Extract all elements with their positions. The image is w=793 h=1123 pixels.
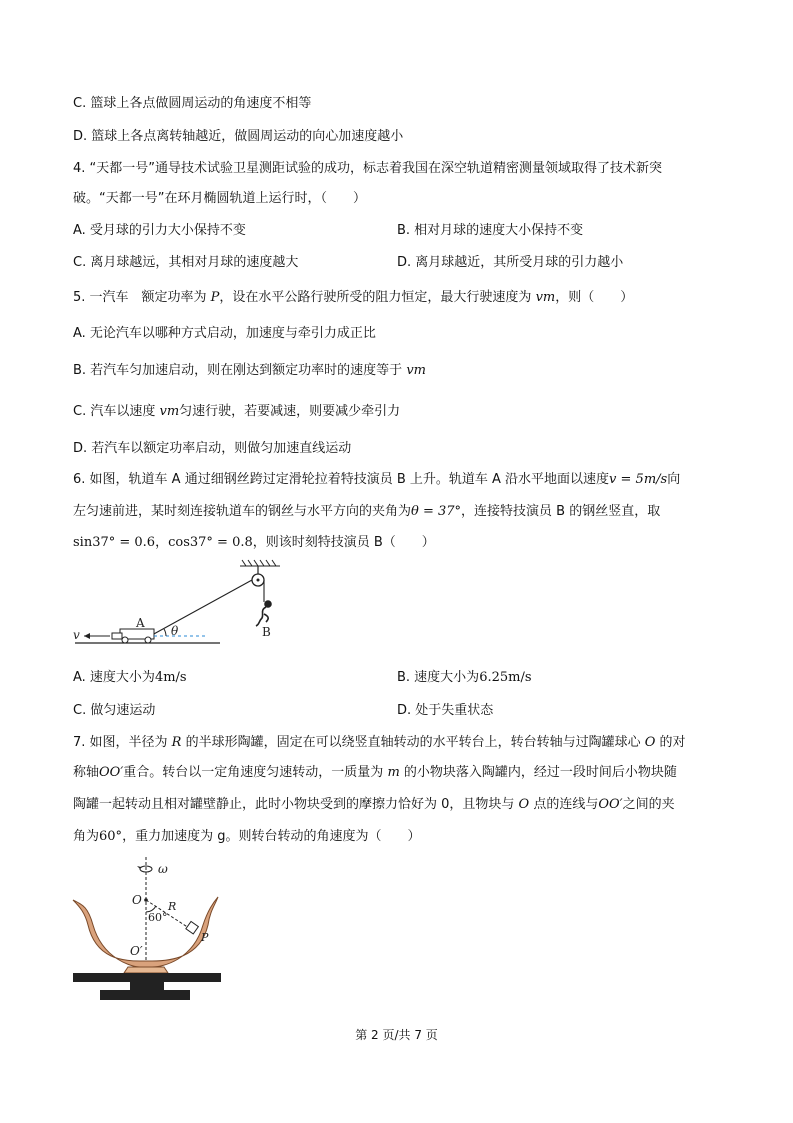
symbol-vm: vm	[535, 290, 556, 305]
q6-stem-line2: 左匀速前进，某时刻连接轨道车的钢丝与水平方向的夹角为θ = 37°，连接特技演员 B 的钢丝竖直，取	[73, 504, 661, 519]
speed-value: v = 5m/s	[609, 472, 668, 487]
q7-stem-line3: 陶罐一起转动且相对罐壁静止，此时小物块受到的摩擦力恰好为 0，且物块与 O 点的连线与OO′之间的夹	[73, 797, 675, 812]
label-A: A	[136, 616, 145, 630]
q5-option-a: A. 无论汽车以哪种方式启动，加速度与牵引力成正比	[73, 326, 376, 341]
ceiling-hatch	[240, 560, 280, 566]
q7-stem-line2: 称轴OO′重合。转台以一定角速度匀速转动，一质量为 m 的小物块落入陶罐内，经过一段时间后小物块随	[73, 765, 677, 780]
q6-stem-line1: 6. 如图，轨道车 A 通过细钢丝跨过定滑轮拉着特技演员 B 上升。轨道车 A 沿水平地面以速度v = 5m/s向	[73, 472, 681, 487]
q5-stem: 5. 一汽车 额定功率为 P，设在水平公路行驶所受的阻力恒定，最大行驶速度为 vm，则（ ）	[73, 290, 634, 305]
q4-option-a: A. 受月球的引力大小保持不变	[73, 223, 246, 238]
symbol-P: P	[210, 290, 220, 305]
q6-option-b: B. 速度大小为6.25m/s	[397, 670, 532, 685]
q4-stem-line1: 4. “天都一号”通导技术试验卫星测距试验的成功，标志着我国在深空轨道精密测量领域取得了技术新突	[73, 161, 663, 176]
sin-value: sin37° = 0.6	[73, 535, 156, 550]
block-P	[186, 921, 199, 934]
symbol-vm: vm	[159, 404, 180, 419]
label-O-prime: O′	[130, 944, 143, 958]
q6-figure	[70, 558, 330, 662]
q6-stem-line3: sin37° = 0.6，cos37° = 0.8，则该时刻特技演员 B（ ）	[73, 535, 435, 550]
page-footer: 第 2 页/共 7 页	[355, 1028, 438, 1042]
q5-option-c: C. 汽车以速度 vm匀速行驶，若要减速，则要减少牵引力	[73, 404, 401, 419]
q7-stem-line4: 角为60°，重力加速度为 g。则转台转动的角速度为（ ）	[73, 829, 421, 844]
cos-value: cos37° = 0.8	[168, 535, 253, 550]
performer-figure	[256, 601, 271, 626]
q4-option-d: D. 离月球越近，其所受月球的引力越小	[397, 255, 624, 270]
label-P: P	[201, 931, 209, 944]
q7-figure	[68, 855, 228, 1010]
q6-option-c: C. 做匀速运动	[73, 703, 156, 718]
label-omega: ω	[158, 862, 168, 876]
q3-option-c: C. 篮球上各点做圆周运动的角速度不相等	[73, 96, 312, 111]
wire-to-car	[152, 580, 252, 635]
label-theta: θ	[171, 624, 179, 638]
q7-stem-line1: 7. 如图，半径为 R 的半球形陶罐，固定在可以绕竖直轴转动的水平转台上，转台转轴与过陶罐球心 O 的对	[73, 735, 686, 750]
q5-option-d: D. 若汽车以额定功率启动，则做匀加速直线运动	[73, 441, 352, 456]
symbol-vm: vm	[406, 363, 426, 378]
q5-option-b: B. 若汽车匀加速启动，则在刚达到额定功率时的速度等于 vm	[73, 363, 426, 378]
label-R: R	[168, 900, 177, 913]
turntable	[73, 973, 221, 982]
label-v: v	[73, 628, 80, 642]
q6-option-a: A. 速度大小为4m/s	[73, 670, 187, 685]
label-B: B	[262, 625, 271, 639]
q6-option-d: D. 处于失重状态	[397, 703, 494, 718]
label-O: O	[132, 893, 142, 907]
q4-option-b: B. 相对月球的速度大小保持不变	[397, 223, 584, 238]
car-A	[112, 629, 154, 643]
q4-stem-line2: 破。“天都一号”在环月椭圆轨道上运行时，（ ）	[73, 191, 366, 206]
q4-option-c: C. 离月球越远，其相对月球的速度越大	[73, 255, 299, 270]
q3-option-d: D. 篮球上各点离转轴越近，做圆周运动的向心加速度越小	[73, 129, 404, 144]
label-angle: 60°	[148, 911, 168, 924]
theta-value: θ = 37°	[411, 504, 462, 519]
